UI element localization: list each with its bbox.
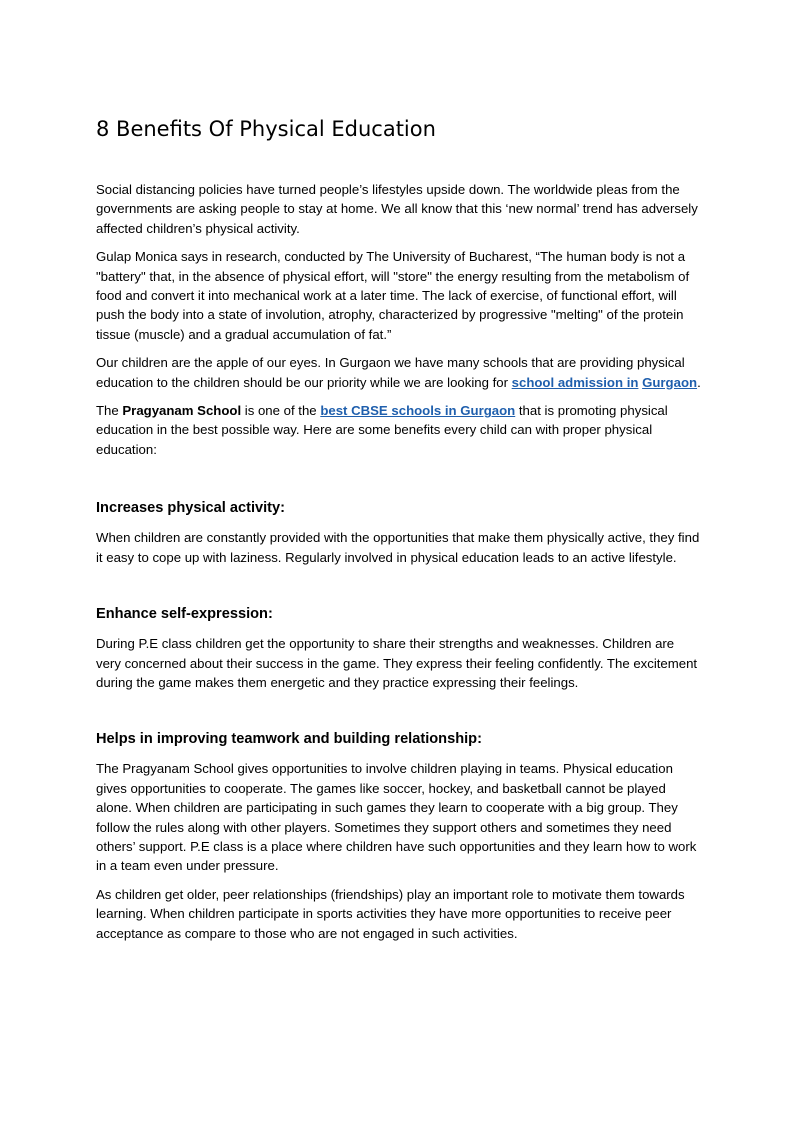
section-heading-teamwork: Helps in improving teamwork and building relationship: (96, 731, 482, 748)
intro-paragraph-2: Gulap Monica says in research, conducted by The University of Bucharest, “The human body is not a "battery" that, in the absence of physical effort, will "store" the energy resulting from the metabolism of food and convert it into mechanical work at a later time. The lack of exercise, of functional effort, will push the body into a state of involution, atrophy, characterized by progressive "melting" of the protein tissue (muscle) and a gradual accumulation of fat.” (96, 249, 690, 342)
section-paragraph: The Pragyanam School gives opportunities to involve children playing in teams. Physical education gives opportunities to cooperate. The games like soccer, hockey, and basketball cannot be played alone. When children are participating in such games they learn to cooperate with a big group. They follow the rules along with other players. Sometimes they support others and sometimes they need others’ support. P.E class is a place where children have such opportunities and they learn how to work in a team even under pressure. (96, 761, 697, 874)
page-title: 8 Benefits Of Physical Education (96, 117, 436, 141)
intro-paragraph-4 (96, 401, 702, 459)
section-paragraph: As children get older, peer relationships (friendships) play an important role to motivate them towards learning. When children participate in sports activities they have more opportunities to receive peer acceptance as compare to those who are not engaged in such activities. (96, 886, 685, 941)
gurgaon-link[interactable]: Gurgaon (642, 374, 698, 390)
section-heading-physical-activity: Increases physical activity: (96, 500, 286, 517)
best-cbse-schools-link[interactable]: best CBSE schools in Gurgaon (320, 403, 516, 419)
paragraph-text: that is promoting physical education in the best possible way. Here are some benefits every child can with proper physical education: (96, 403, 668, 457)
paragraph-text: Our children are the apple of our eyes. In Gurgaon we have many schools that are providing physical education to the children should be our priority while we are looking for (96, 355, 685, 390)
paragraph-text: . (697, 374, 701, 390)
paragraph-text: is one of the (241, 403, 321, 419)
section-paragraph: When children are constantly provided with the opportunities that make them physically active, they find it easy to cope up with laziness. Regularly involved in physical education leads to an active lifestyle. (96, 530, 700, 565)
school-admission-link[interactable]: school admission in (511, 374, 639, 390)
intro-paragraph-1: Social distancing policies have turned people’s lifestyles upside down. The worldwide pleas from the governments are asking people to stay at home. We all know that this ‘new normal’ trend has adversely affected children’s physical activity. (96, 182, 698, 236)
document-body (96, 114, 702, 952)
intro-paragraph-3 (96, 353, 702, 392)
section-paragraph: During P.E class children get the opportunity to share their strengths and weaknesses. Children are very concerned about their success in the game. They express their feeling confidently. The excitement during the game makes them energetic and they practice expressing their feelings. (96, 636, 698, 690)
paragraph-text: The (96, 403, 123, 419)
school-name: Pragyanam School (122, 403, 242, 419)
section-heading-self-expression: Enhance self-expression: (96, 606, 273, 623)
